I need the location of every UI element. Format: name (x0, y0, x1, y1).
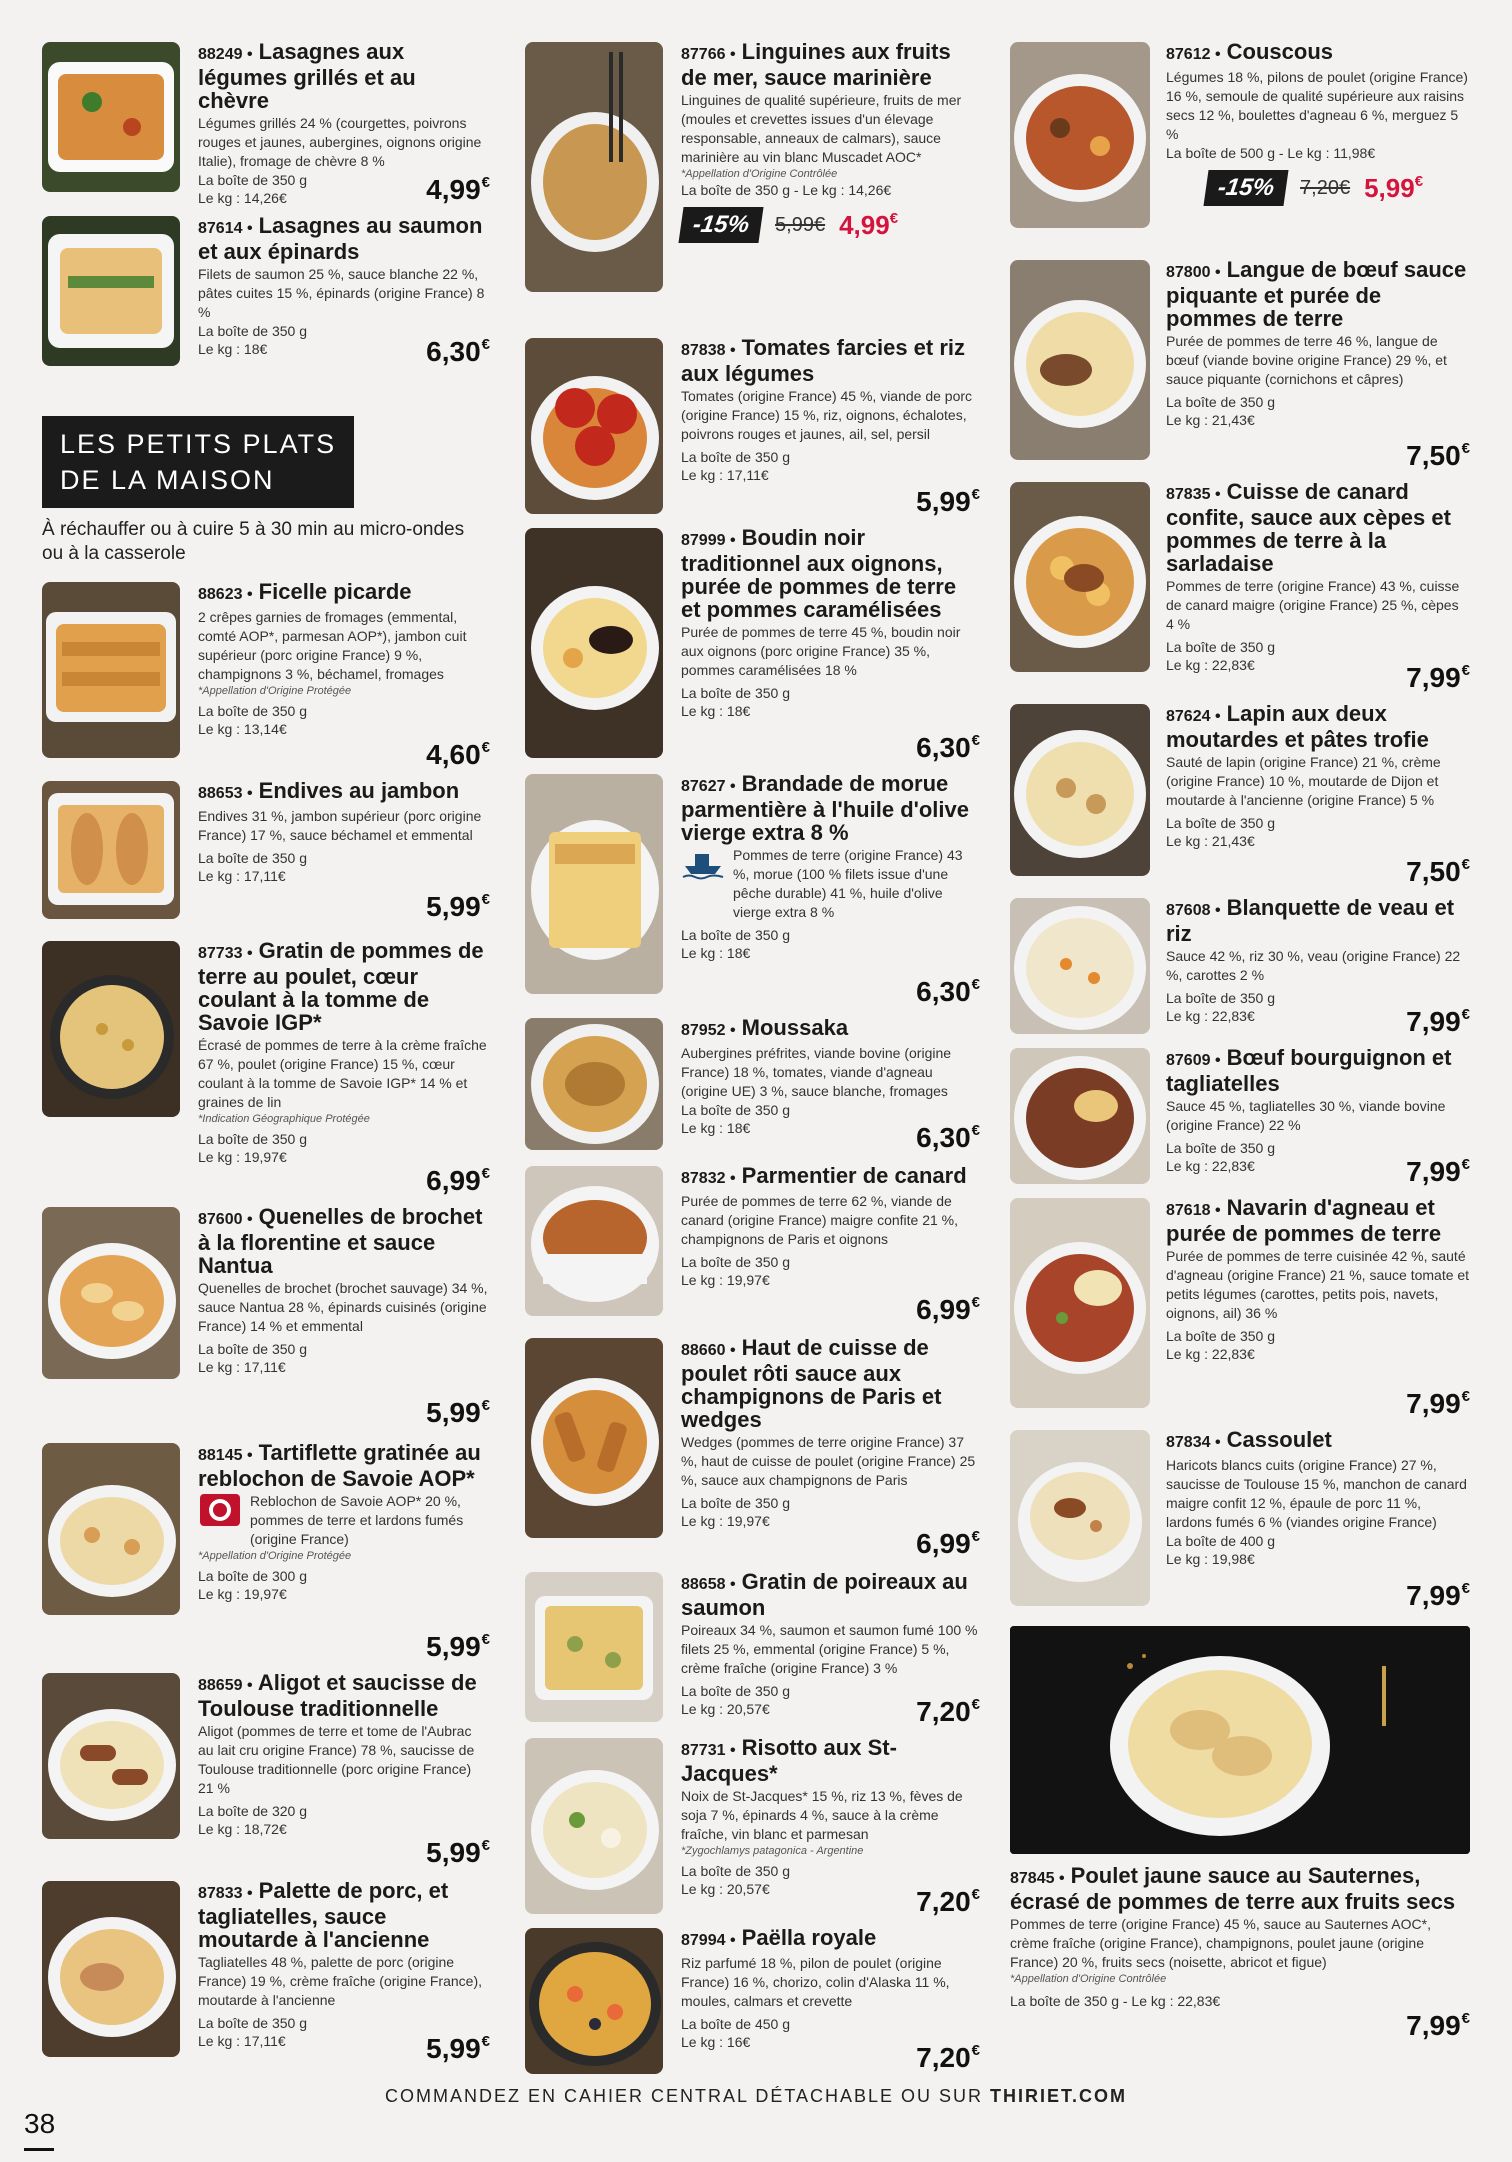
product-title: Endives au jambon (258, 779, 460, 803)
price: 6,99€ (426, 1165, 490, 1196)
price-per-kg: Le kg : 18,72€ (198, 1821, 287, 1837)
pack-size: La boîte de 350 g (681, 1863, 790, 1879)
product-title: Lasagnes aux légumes grillés et au chèvre (198, 40, 416, 113)
product-title: Tartiflette gratinée au reblochon de Savoie AOP* (198, 1441, 481, 1491)
pack-size: La boîte de 350 g (681, 685, 790, 701)
product-description: Purée de pommes de terre 62 %, viande de canard (origine France) maigre confite 21 %, champignons de Paris et oignons (681, 1193, 959, 1247)
blanquette-photo (1010, 898, 1150, 1034)
product-title: Cuisse de canard confite, sauce aux cèpes et pommes de terre à la sarladaise (1166, 480, 1451, 576)
pack-size: La boîte de 350 g (198, 850, 307, 866)
product-title: Bœuf bourguignon et tagliatelles (1166, 1046, 1452, 1096)
product-87614[interactable] (42, 214, 490, 372)
price-per-kg: Le kg : 17,11€ (198, 2033, 286, 2049)
product-code: 87800 • (1166, 264, 1221, 281)
price: 6,30€ (426, 336, 490, 367)
price-per-kg: Le kg : 18€ (681, 945, 751, 961)
product-code: 87999 • (681, 532, 736, 549)
price-per-kg: Le kg : 13,14€ (198, 721, 287, 737)
product-description: Pommes de terre (origine France) 45 %, sauce au Sauternes AOC*, crème fraîche (origine France), champignons, poulet jaune (origine France) 20 %, fruits secs (noisette, abricot et figue) (1010, 1916, 1431, 1970)
quenelles-photo (42, 1207, 180, 1379)
product-87731[interactable] (525, 1736, 980, 1922)
product-description: Endives 31 %, jambon supérieur (porc origine France) 17 %, sauce béchamel et emmental (198, 808, 482, 843)
price-per-kg: Le kg : 21,43€ (1166, 833, 1255, 849)
price: 5,99€ (426, 2033, 490, 2064)
moussaka-photo (525, 1018, 663, 1150)
product-note: *Zygochlamys patagonica - Argentine (681, 1845, 864, 1857)
product-87627[interactable] (525, 772, 980, 1012)
price: 7,99€ (1406, 1388, 1470, 1419)
price: 5,99€ (916, 486, 980, 517)
price-per-kg: Le kg : 17,11€ (681, 467, 769, 483)
product-description: Tomates (origine France) 45 %, viande de porc (origine France) 15 %, riz, oignons, échalotes, poivrons rouges et jaunes, ail, sel, persil (681, 388, 973, 442)
product-88660[interactable] (525, 1336, 980, 1564)
product-title: Langue de bœuf sauce piquante et purée de pommes de terre (1166, 258, 1467, 331)
page-number-underline (24, 2148, 54, 2151)
product-description: Purée de pommes de terre 46 %, langue de bœuf (viande bovine origine France) 29 %, et sauce piquante (cornichons et câpres) (1166, 333, 1447, 387)
product-title: Gratin de pommes de terre au poulet, cœur coulant à la tomme de Savoie IGP* (198, 939, 484, 1035)
product-87766[interactable] (525, 40, 980, 330)
price-per-kg: Le kg : 17,11€ (198, 868, 286, 884)
product-87800[interactable] (1010, 258, 1470, 476)
pack-size: La boîte de 400 g (1166, 1533, 1275, 1549)
product-87835[interactable] (1010, 480, 1470, 698)
product-description: Sauce 42 %, riz 30 %, veau (origine France) 22 %, carottes 2 % (1166, 948, 1461, 983)
cassoulet-photo (1010, 1430, 1150, 1606)
product-description: Sauté de lapin (origine France) 21 %, crème (origine France) 10 %, moutarde de Dijon et moutarde à l'ancienne (origine France) 5 % (1166, 754, 1441, 808)
product-title: Quenelles de brochet à la florentine et sauce Nantua (198, 1205, 483, 1278)
price-per-kg: Le kg : 20,57€ (681, 1881, 770, 1897)
product-title: Linguines aux fruits de mer, sauce marinière (681, 40, 951, 90)
price-per-kg: Le kg : 19,97€ (681, 1272, 770, 1288)
product-code: 87835 • (1166, 486, 1221, 503)
pack-size: La boîte de 500 g - Le kg : 11,98€ (1166, 145, 1376, 161)
section-title: LES PETITS PLATS DE LA MAISON (42, 416, 354, 508)
product-description: Tagliatelles 48 %, palette de porc (origine France) 19 %, crème fraîche (origine France), moutarde à l'ancienne (198, 1954, 482, 2008)
product-note: *Appellation d'Origine Contrôlée (681, 168, 838, 180)
product-87834[interactable] (1010, 1428, 1470, 1616)
price: 5,99€ (426, 1837, 490, 1868)
product-title: Lasagnes au saumon et aux épinards (198, 214, 483, 264)
pack-size: La boîte de 350 g (1166, 1140, 1275, 1156)
price-per-kg: Le kg : 18€ (681, 1120, 751, 1136)
pack-size: La boîte de 350 g (681, 449, 790, 465)
product-87733[interactable] (42, 939, 490, 1201)
product-description: Écrasé de pommes de terre à la crème fraîche 67 %, poulet (origine France) 15 %, cœur coulant à la tomme de Savoie IGP* 14 % et graines de lin (198, 1037, 487, 1110)
product-description: Aubergines préfrites, viande bovine (origine France) 18 %, tomates, viande d'agneau (origine UE) 3 %, sauce blanche, fromages (681, 1045, 952, 1099)
risotto-photo (525, 1738, 663, 1914)
discount-badge: -15% (678, 207, 763, 243)
site-link[interactable]: THIRIET.COM (990, 2086, 1128, 2106)
linguines-photo (525, 42, 663, 292)
footer-order-line: COMMANDEZ EN CAHIER CENTRAL DÉTACHABLE OU SUR THIRIET.COM (384, 2086, 1128, 2106)
product-note: *Appellation d'Origine Contrôlée (1010, 1973, 1167, 1985)
product-description: Reblochon de Savoie AOP* 20 %, pommes de terre et lardons fumés (origine France) (250, 1493, 464, 1547)
product-87838[interactable] (525, 336, 980, 522)
price-per-kg: Le kg : 22,83€ (1166, 657, 1255, 673)
product-code: 87994 • (681, 1932, 736, 1949)
product-title: Aligot et saucisse de Toulouse traditionnelle (198, 1671, 477, 1721)
product-88658[interactable] (525, 1570, 980, 1732)
product-87994[interactable] (525, 1926, 980, 2078)
product-87624[interactable] (1010, 702, 1470, 892)
tomates-farcies-photo (525, 338, 663, 514)
product-code: 88249 • (198, 46, 253, 63)
poulet-sauternes-photo (1010, 1626, 1470, 1854)
discount-badge: -15% (1203, 170, 1288, 206)
boeuf-bourguignon-photo (1010, 1048, 1150, 1184)
lapin-photo (1010, 704, 1150, 876)
label-rouge-icon (198, 1490, 242, 1530)
price: 7,99€ (1406, 2010, 1470, 2041)
product-code: 88660 • (681, 1342, 736, 1359)
column-left (42, 40, 490, 2069)
product-description: Wedges (pommes de terre origine France) 37 %, haut de cuisse de poulet (origine France) 25 %, sauce aux champignons de Paris (681, 1434, 976, 1488)
pack-size: La boîte de 350 g (1166, 990, 1275, 1006)
product-87608[interactable] (1010, 896, 1470, 1042)
brandade-photo (525, 774, 663, 994)
product-87952[interactable] (525, 1016, 980, 1158)
product-title: Haut de cuisse de poulet rôti sauce aux champignons de Paris et wedges (681, 1336, 942, 1432)
cuisse-canard-photo (1010, 482, 1150, 672)
page-number: 38 (24, 2108, 56, 2139)
product-description: Pommes de terre (origine France) 43 %, cuisse de canard maigre (origine France) 25 %, cèpes 4 % (1166, 578, 1460, 632)
product-description: Haricots blancs cuits (origine France) 27 %, saucisse de Toulouse 15 %, manchon de canard maigre confit 12 %, épaule de porc 11 %, lardons fumés 6 % (viandes origine France) (1166, 1457, 1467, 1530)
product-code: 87952 • (681, 1022, 736, 1039)
section-header (42, 410, 490, 566)
price: 7,20€ (916, 1696, 980, 1727)
product-title: Palette de porc, et tagliatelles, sauce moutarde à l'ancienne (198, 1879, 449, 1952)
product-code: 87608 • (1166, 902, 1221, 919)
product-title: Paëlla royale (741, 1926, 877, 1950)
promo (1206, 170, 1470, 206)
langue-de-boeuf-photo (1010, 260, 1150, 460)
price: 7,99€ (1406, 662, 1470, 693)
product-code: 88623 • (198, 586, 253, 603)
lasagnes-saumon-photo (42, 216, 180, 366)
price-per-kg: Le kg : 19,97€ (198, 1149, 287, 1165)
product-title: Risotto aux St-Jacques* (681, 1736, 897, 1786)
product-code: 88145 • (198, 1447, 253, 1464)
product-title: Cassoulet (1226, 1428, 1332, 1452)
pack-size: La boîte de 350 g (1166, 639, 1275, 655)
price-per-kg: Le kg : 22,83€ (1166, 1346, 1255, 1362)
product-code: 87618 • (1166, 1202, 1221, 1219)
product-88653[interactable] (42, 779, 490, 927)
old-price: 7,20€ (1300, 176, 1351, 199)
product-code: 88653 • (198, 785, 253, 802)
product-code: 88659 • (198, 1677, 253, 1694)
product-title: Blanquette de veau et riz (1166, 896, 1455, 946)
promo-price: 4,99€ (839, 209, 899, 240)
pack-size: La boîte de 350 g (198, 2015, 307, 2031)
product-description: Sauce 45 %, tagliatelles 30 %, viande bovine (origine France) 22 % (1166, 1098, 1446, 1133)
product-code: 87733 • (198, 945, 253, 962)
pack-size: La boîte de 350 g (1166, 394, 1275, 410)
price: 5,99€ (426, 891, 490, 922)
product-description: Purée de pommes de terre 45 %, boudin noir aux oignons (porc origine France) 35 %, pommes caramélisées 18 % (681, 624, 961, 678)
lasagnes-legumes-photo (42, 42, 180, 192)
pack-size: La boîte de 350 g (198, 703, 307, 719)
product-88249[interactable] (42, 40, 490, 210)
product-code: 87838 • (681, 342, 736, 359)
pack-size: La boîte de 350 g (681, 1495, 790, 1511)
price-per-kg: Le kg : 17,11€ (198, 1359, 286, 1375)
gratin-poulet-photo (42, 941, 180, 1117)
pack-size: La boîte de 350 g (681, 1254, 790, 1270)
pack-size: La boîte de 350 g (1166, 815, 1275, 831)
price: 7,99€ (1406, 1580, 1470, 1611)
product-87600[interactable] (42, 1205, 490, 1433)
paella-photo (525, 1928, 663, 2074)
section-subtitle: À réchauffer ou à cuire 5 à 30 min au micro-ondes ou à la casserole (42, 519, 465, 564)
price: 7,50€ (1406, 856, 1470, 887)
promo-price: 5,99€ (1364, 172, 1424, 203)
product-title: Brandade de morue parmentière à l'huile d'olive vierge extra 8 % (681, 772, 969, 845)
price-per-kg: Le kg : 19,97€ (681, 1513, 770, 1529)
product-note: *Indication Géographique Protégée (198, 1113, 370, 1125)
product-code: 87833 • (198, 1885, 253, 1902)
navarin-photo (1010, 1198, 1150, 1408)
price-per-kg: Le kg : 14,26€ (198, 190, 287, 206)
product-description: Purée de pommes de terre cuisinée 42 %, sauté d'agneau (origine France) 21 %, sauce tomate et petits légumes (carottes, petits pois, navets, oignons, ail) 36 % (1166, 1248, 1470, 1321)
pack-size: La boîte de 350 g (198, 323, 307, 339)
price: 6,99€ (916, 1528, 980, 1559)
product-88145[interactable] (42, 1441, 490, 1667)
product-code: 88658 • (681, 1576, 736, 1593)
price-per-kg: Le kg : 19,98€ (1166, 1551, 1255, 1567)
product-description: Quenelles de brochet (brochet sauvage) 34 %, sauce Nantua 28 %, épinards cuisinés (origine France) 14 % et emmental (198, 1280, 488, 1334)
product-code: 87766 • (681, 46, 736, 63)
price-per-kg: Le kg : 18€ (198, 341, 268, 357)
product-title: Moussaka (741, 1016, 849, 1040)
column-middle (525, 40, 980, 2078)
price-per-kg: Le kg : 18€ (681, 703, 751, 719)
pack-size: La boîte de 300 g (198, 1568, 307, 1584)
promo (681, 207, 980, 243)
product-description: Pommes de terre (origine France) 43 %, morue (100 % filets issue d'une pêche durable) 41 %, huile d'olive vierge extra 8 % (733, 847, 963, 920)
old-price: 5,99€ (775, 213, 826, 236)
parmentier-canard-photo (525, 1166, 663, 1316)
product-note: *Appellation d'Origine Protégée (198, 1550, 352, 1562)
price: 6,30€ (916, 976, 980, 1007)
product-code: 87612 • (1166, 46, 1221, 63)
product-88659[interactable] (42, 1671, 490, 1873)
pack-size: La boîte de 450 g (681, 2016, 790, 2032)
ficelle-picarde-photo (42, 582, 180, 758)
pack-size: La boîte de 350 g (681, 927, 790, 943)
product-note: *Appellation d'Origine Protégée (198, 685, 352, 697)
haut-de-cuisse-photo (525, 1338, 663, 1538)
price-per-kg: Le kg : 22,83€ (1166, 1158, 1255, 1174)
price: 4,99€ (426, 174, 490, 205)
product-title: Ficelle picarde (258, 580, 412, 604)
price-per-kg: Le kg : 20,57€ (681, 1701, 770, 1717)
price: 6,99€ (916, 1294, 980, 1325)
product-title: Couscous (1226, 40, 1334, 64)
couscous-photo (1010, 42, 1150, 228)
pack-size: La boîte de 350 g (198, 1341, 307, 1357)
price: 6,30€ (916, 732, 980, 763)
price-per-kg: Le kg : 19,97€ (198, 1586, 287, 1602)
price-per-kg: Le kg : 22,83€ (1166, 1008, 1255, 1024)
pack-size: La boîte de 350 g (198, 172, 307, 188)
price: 7,20€ (916, 1886, 980, 1917)
price: 7,99€ (1406, 1156, 1470, 1187)
product-description: Légumes 18 %, pilons de poulet (origine France) 16 %, semoule de qualité supérieure aux raisins secs 12 %, boulettes d'agneau 6 %, merguez 5 % (1166, 69, 1468, 142)
product-title: Parmentier de canard (741, 1164, 967, 1188)
pack-size: La boîte de 350 g - Le kg : 22,83€ (1010, 1993, 1221, 2009)
price: 5,99€ (426, 1397, 490, 1428)
price: 4,60€ (426, 739, 490, 770)
price: 7,99€ (1406, 1006, 1470, 1037)
product-title: Boudin noir traditionnel aux oignons, purée de pommes de terre et pommes caramélisées (681, 526, 957, 622)
product-description: Poireaux 34 %, saumon et saumon fumé 100 % filets 25 %, emmental (origine France) 5 %, crème fraîche (origine France) 3 % (681, 1622, 978, 1676)
product-title: Tomates farcies et riz aux légumes (681, 336, 966, 386)
product-description: Filets de saumon 25 %, sauce blanche 22 %, pâtes cuites 15 %, épinards (origine France) 8 % (198, 266, 485, 320)
product-description: Riz parfumé 18 %, pilon de poulet (origine France) 16 %, chorizo, colin d'Alaska 11 %, moules, calmars et crevette (681, 1955, 950, 2009)
price-per-kg: Le kg : 21,43€ (1166, 412, 1255, 428)
product-code: 87614 • (198, 220, 253, 237)
pack-size: La boîte de 320 g (198, 1803, 307, 1819)
gratin-poireaux-photo (525, 1572, 663, 1722)
pack-size: La boîte de 350 g (681, 1683, 790, 1699)
column-right (1010, 40, 1470, 2042)
boudin-noir-photo (525, 528, 663, 758)
endives-jambon-photo (42, 781, 180, 919)
product-87609[interactable] (1010, 1046, 1470, 1192)
pack-size: La boîte de 350 g (681, 1102, 790, 1118)
price: 7,50€ (1406, 440, 1470, 471)
product-title: Lapin aux deux moutardes et pâtes trofie (1166, 702, 1429, 752)
product-title: Navarin d'agneau et purée de pommes de terre (1166, 1196, 1442, 1246)
product-87612[interactable] (1010, 40, 1470, 254)
product-code: 87845 • (1010, 1870, 1065, 1887)
poulet-sauternes-image (1010, 1626, 1470, 1854)
product-code: 87832 • (681, 1170, 736, 1187)
product-87999[interactable] (525, 526, 980, 768)
product-title: Gratin de poireaux au saumon (681, 1570, 968, 1620)
pack-size: La boîte de 350 g (1166, 1328, 1275, 1344)
product-description: Légumes grillés 24 % (courgettes, poivrons rouges et jaunes, aubergines, oignons origine Italie), fromage de chèvre 8 % (198, 115, 482, 169)
price: 6,30€ (916, 1122, 980, 1153)
product-description: Noix de St-Jacques* 15 %, riz 13 %, fèves de soja 7 %, épinards 4 %, sauce à la crème fraîche, vin blanc et parmesan (681, 1788, 963, 1842)
product-code: 87731 • (681, 1742, 736, 1759)
price: 7,20€ (916, 2042, 980, 2073)
pack-size: La boîte de 350 g - Le kg : 14,26€ (681, 182, 892, 198)
product-88623[interactable] (42, 580, 490, 775)
product-description: Linguines de qualité supérieure, fruits de mer (moules et crevettes issues d'un élevage responsable, anneaux de calmars), sauce marinière au vin blanc Muscadet AOC* (681, 92, 962, 165)
price: 5,99€ (426, 1631, 490, 1662)
product-title: Poulet jaune sauce au Sauternes, écrasé de pommes de terre aux fruits secs (1010, 1863, 1456, 1914)
product-87832[interactable] (525, 1164, 980, 1330)
product-code: 87627 • (681, 778, 736, 795)
product-code: 87624 • (1166, 708, 1221, 725)
tartiflette-photo (42, 1443, 180, 1615)
product-code: 87609 • (1166, 1052, 1221, 1069)
price-per-kg: Le kg : 16€ (681, 2034, 751, 2050)
pack-size: La boîte de 350 g (198, 1131, 307, 1147)
product-87845[interactable] (1010, 1626, 1470, 2042)
palette-porc-photo (42, 1881, 180, 2057)
product-description: 2 crêpes garnies de fromages (emmental, comté AOP*, parmesan AOP*), jambon cuit supérieur (porc origine France) 9 %, champignons 3 %, béchamel, fromages (198, 609, 467, 682)
sustainable-fishing-icon (681, 844, 725, 880)
product-code: 87834 • (1166, 1434, 1221, 1451)
aligot-photo (42, 1673, 180, 1839)
product-87833[interactable] (42, 1879, 490, 2069)
product-code: 87600 • (198, 1211, 253, 1228)
product-description: Aligot (pommes de terre et tome de l'Aubrac au lait cru origine France) 78 %, saucisse de Toulouse traditionnelle (porc origine France) 21 % (198, 1723, 475, 1796)
product-87618[interactable] (1010, 1196, 1470, 1424)
